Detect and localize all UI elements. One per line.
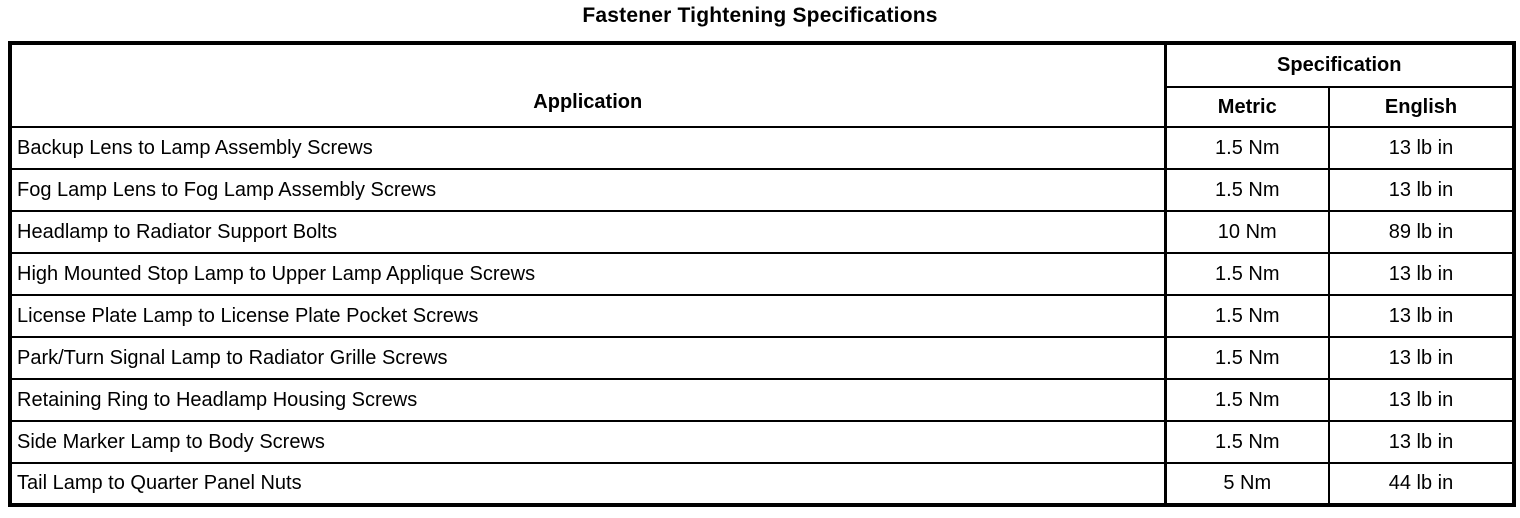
header-row-top [10, 43, 1514, 87]
english-cell: 44 lb in [1329, 463, 1514, 505]
fastener-spec-table [8, 41, 1516, 507]
english-cell: 13 lb in [1329, 295, 1514, 337]
table-row [10, 211, 1514, 253]
table-row [10, 127, 1514, 169]
col-header-metric: Metric [1165, 87, 1329, 127]
application-cell: High Mounted Stop Lamp to Upper Lamp Applique Screws [10, 253, 1165, 295]
metric-cell: 5 Nm [1165, 463, 1329, 505]
english-cell: 13 lb in [1329, 421, 1514, 463]
english-cell: 13 lb in [1329, 337, 1514, 379]
application-cell: Backup Lens to Lamp Assembly Screws [10, 127, 1165, 169]
table-row [10, 421, 1514, 463]
metric-cell: 1.5 Nm [1165, 127, 1329, 169]
english-cell: 89 lb in [1329, 211, 1514, 253]
english-cell: 13 lb in [1329, 169, 1514, 211]
table-row [10, 169, 1514, 211]
application-cell: Park/Turn Signal Lamp to Radiator Grille Screws [10, 337, 1165, 379]
application-cell: Headlamp to Radiator Support Bolts [10, 211, 1165, 253]
table-row [10, 337, 1514, 379]
application-cell: Fog Lamp Lens to Fog Lamp Assembly Screws [10, 169, 1165, 211]
col-header-english: English [1329, 87, 1514, 127]
english-cell: 13 lb in [1329, 253, 1514, 295]
col-header-application: Application [10, 43, 1165, 127]
application-cell: Tail Lamp to Quarter Panel Nuts [10, 463, 1165, 505]
col-header-specification: Specification [1165, 43, 1514, 87]
application-cell: License Plate Lamp to License Plate Pocket Screws [10, 295, 1165, 337]
table-row [10, 295, 1514, 337]
metric-cell: 1.5 Nm [1165, 253, 1329, 295]
metric-cell: 10 Nm [1165, 211, 1329, 253]
metric-cell: 1.5 Nm [1165, 295, 1329, 337]
page-title: Fastener Tightening Specifications [582, 4, 938, 27]
metric-cell: 1.5 Nm [1165, 379, 1329, 421]
english-cell: 13 lb in [1329, 379, 1514, 421]
table-row [10, 379, 1514, 421]
metric-cell: 1.5 Nm [1165, 337, 1329, 379]
application-cell: Retaining Ring to Headlamp Housing Screws [10, 379, 1165, 421]
metric-cell: 1.5 Nm [1165, 421, 1329, 463]
english-cell: 13 lb in [1329, 127, 1514, 169]
table-row [10, 463, 1514, 505]
table-row [10, 253, 1514, 295]
metric-cell: 1.5 Nm [1165, 169, 1329, 211]
application-cell: Side Marker Lamp to Body Screws [10, 421, 1165, 463]
